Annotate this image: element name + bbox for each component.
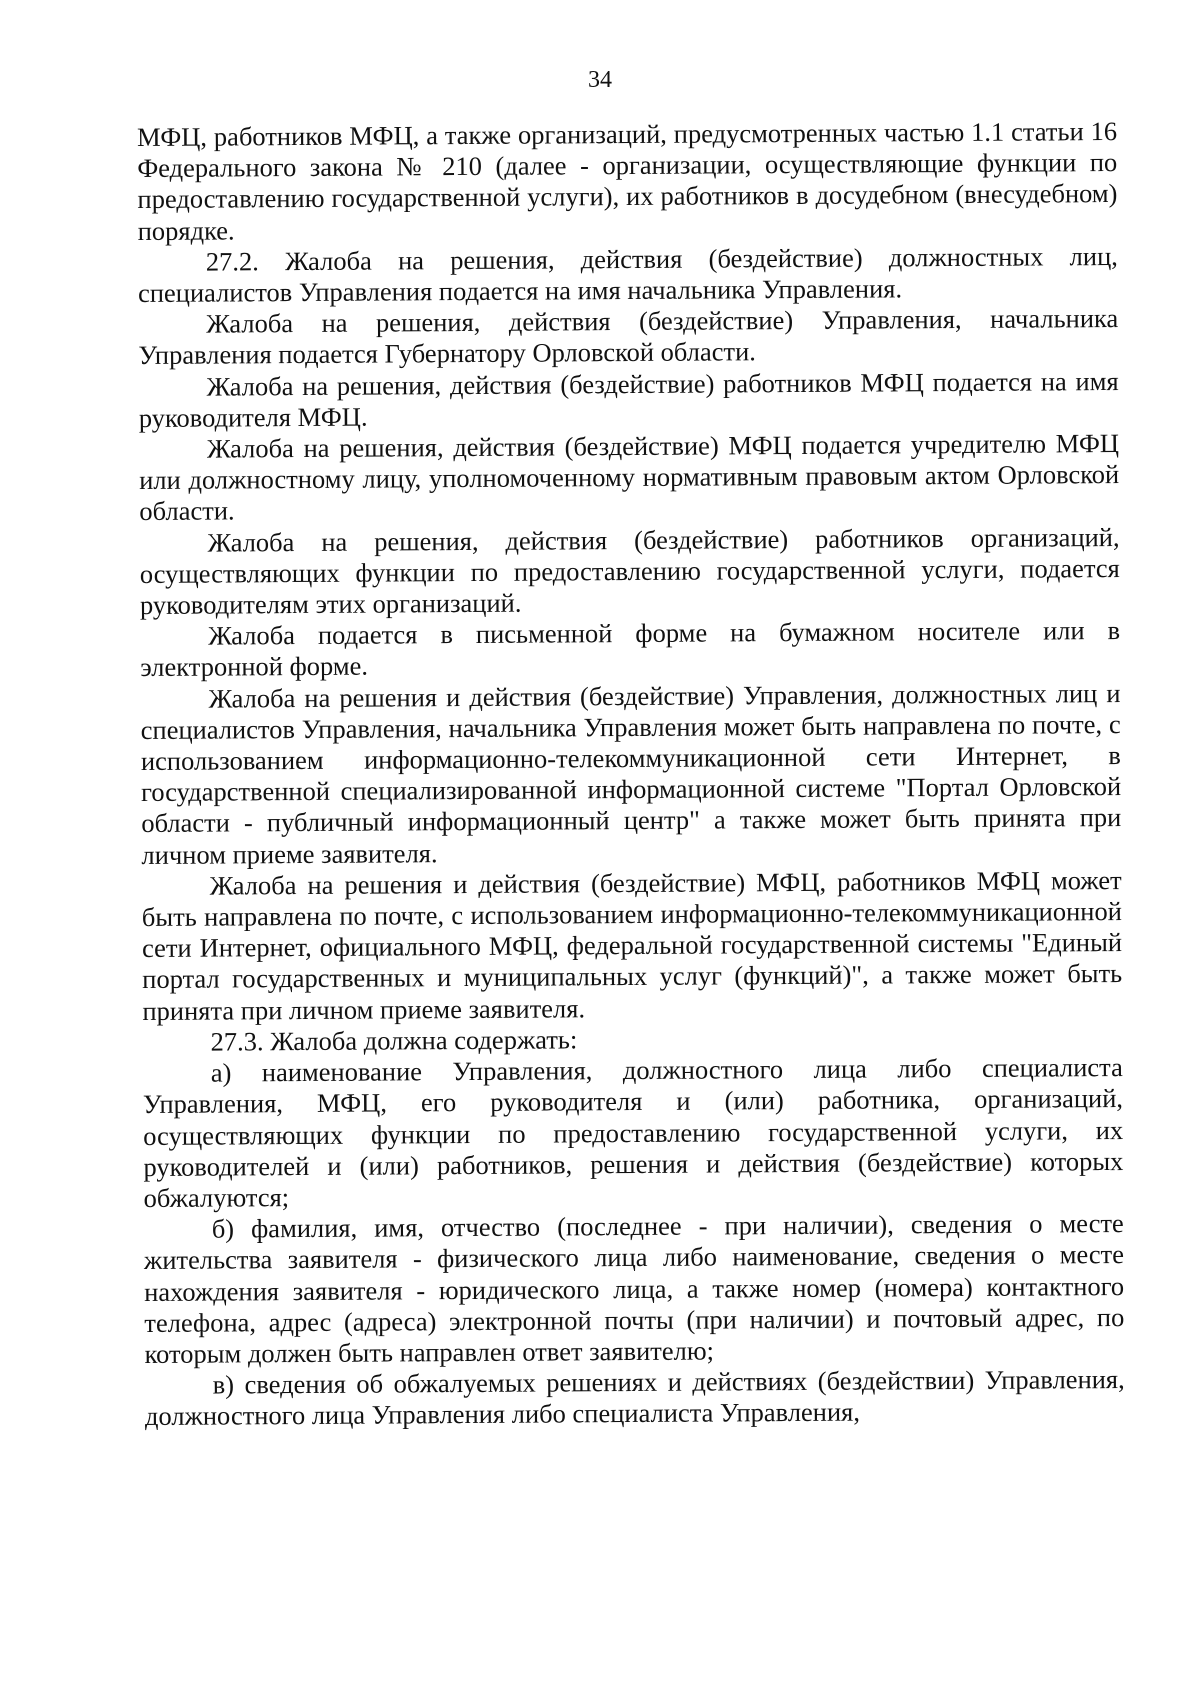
paragraph: Жалоба на решения, действия (бездействие) МФЦ подается учредителю МФЦ или должностному лицу, уполномоченному нормативным правовым актом Орловской области. (139, 428, 1120, 527)
list-item: а) наименование Управления, должностного лица либо специалиста Управления, МФЦ, его руководителя и (или) работника, организаций, осуществляющих функции по предоставлению государственной услуги, их руководителей и (или) работников, решения и действия (бездействие) которых обжалуются; (142, 1052, 1124, 1213)
paragraph: Жалоба на решения и действия (бездействие) Управления, должностных лиц и специалистов Управления, начальника Управления может быть направлена по почте, с использованием информационно-телекоммуникационной сети Интернет, в государственной специализированной информационной системе "Портал Орловской области - публичный информационный центр" а также может быть принята при личном приеме заявителя. (140, 677, 1122, 870)
document-body (137, 116, 1125, 1432)
paragraph: Жалоба на решения, действия (бездействие) работников организаций, осуществляющих функции по предоставлению государственной услуги, подается руководителям этих организаций. (139, 521, 1120, 621)
paragraph: Жалоба подается в письменной форме на бумажном носителе или в электронной форме. (140, 615, 1121, 683)
page-number: 34 (588, 67, 612, 93)
paragraph: 27.3. Жалоба должна содержать: (210, 1024, 578, 1057)
paragraph: Жалоба на решения, действия (бездействие) Управления, начальника Управления подается Губернатору Орловской области. (138, 303, 1119, 371)
paragraph: Жалоба на решения и действия (бездействие) МФЦ, работников МФЦ может быть направлена по почте, с использованием информационно-телекоммуникационной сети Интернет, официального МФЦ, федеральной государственной системы "Единый портал государственных и муниципальных услуг (функций)", а также может быть принята при личном приеме заявителя. (141, 864, 1123, 1026)
paragraph: 27.2. Жалоба на решения, действия (бездействие) должностных лиц, специалистов Управления подается на имя начальника Управления. (137, 240, 1118, 309)
list-item: в) сведения об обжалуемых решениях и действиях (бездействии) Управления, должностного лица Управления либо специалиста Управления, (144, 1364, 1125, 1432)
paragraph: Жалоба на решения, действия (бездействие) работников МФЦ подается на имя руководителя МФЦ. (138, 365, 1119, 433)
paragraph: МФЦ, работников МФЦ, а также организаций, предусмотренных частью 1.1 статьи 16 Федерального закона № 210 (далее - организации, осуществляющие функции по предоставлению государственной услуги), их работников в досудебном (внесудебном) порядке. (137, 116, 1118, 246)
list-item: б) фамилия, имя, отчество (последнее - при наличии), сведения о месте жительства заявителя - физического лица либо наименование, сведения о месте нахождения заявителя - юридического лица, а также номер (номера) контактного телефона, адрес (адреса) электронной почты (при наличии) и почтовый адрес, по которым должен быть направлен ответ заявителю; (143, 1208, 1125, 1369)
